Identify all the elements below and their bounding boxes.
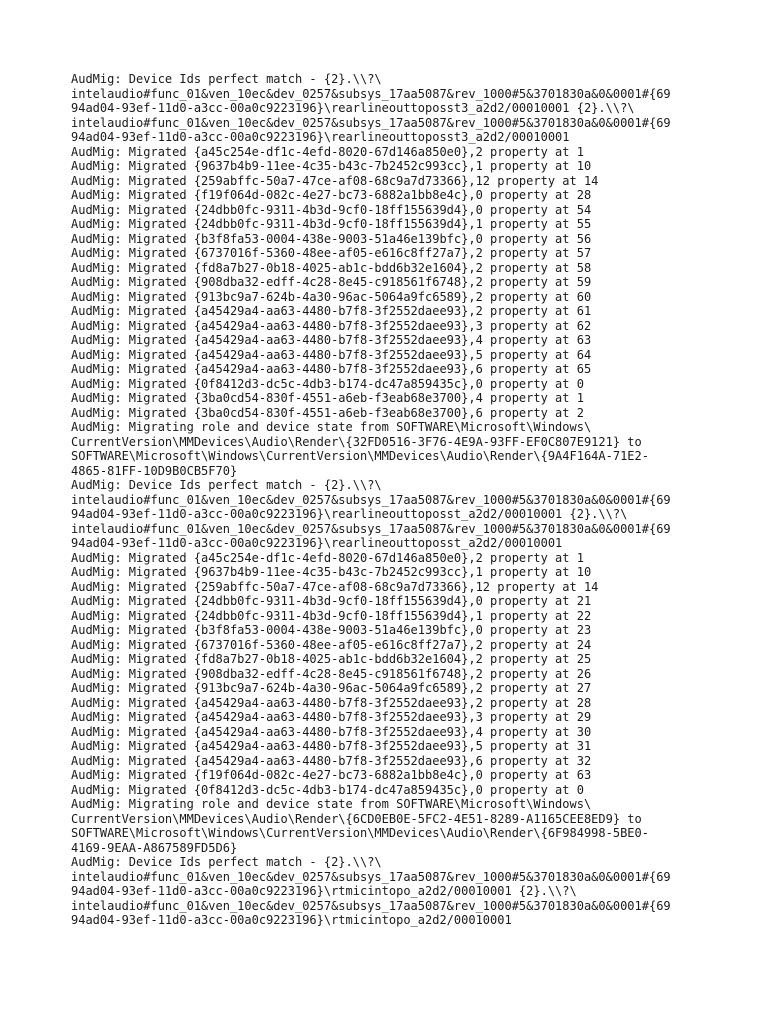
log-line: AudMig: Migrated {fd8a7b27-0b18-4025-ab1c-bdd6b32e1604},2 property at 58 [71,260,592,275]
log-line: 94ad04-93ef-11d0-a3cc-00a0c9223196}\rearlineouttoposst_a2d2/00010001 {2}.\\?\ [71,507,628,521]
log-line: CurrentVersion\MMDevices\Audio\Render\{6CD0EB0E-5FC2-4E51-8289-A1165CEE8ED9} to [71,811,642,826]
log-line: intelaudio#func_01&ven_10ec&dev_0257&subsys_17aa5087&rev_1000#5&3701830a&0&0001#{69 [71,115,671,130]
log-line: AudMig: Migrating role and device state from SOFTWARE\Microsoft\Windows\ [71,797,592,811]
log-line: intelaudio#func_01&ven_10ec&dev_0257&subsys_17aa5087&rev_1000#5&3701830a&0&0001#{69 [71,492,671,507]
log-line: AudMig: Migrated {9637b4b9-11ee-4c35-b43c-7b2452c993cc},1 property at 10 [71,565,592,579]
log-line: AudMig: Device Ids perfect match - {2}.\\?\ [71,72,382,86]
log-line: AudMig: Migrated {913bc9a7-624b-4a30-96ac-5064a9fc6589},2 property at 27 [71,681,592,695]
log-line: 4169-9EAA-A867589FD5D6} [71,840,238,855]
log-line: 94ad04-93ef-11d0-a3cc-00a0c9223196}\rtmicintopo_a2d2/00010001 [71,913,512,927]
log-line: AudMig: Migrated {a45c254e-df1c-4efd-8020-67d146a850e0},2 property at 1 [71,550,584,565]
log-line: intelaudio#func_01&ven_10ec&dev_0257&subsys_17aa5087&rev_1000#5&3701830a&0&0001#{69 [71,86,671,101]
log-line: AudMig: Migrated {259abffc-50a7-47ce-af08-68c9a7d73366},12 property at 14 [71,579,599,594]
log-text-block [71,72,711,928]
log-line: AudMig: Migrated {a45c254e-df1c-4efd-8020-67d146a850e0},2 property at 1 [71,144,584,159]
log-line: intelaudio#func_01&ven_10ec&dev_0257&subsys_17aa5087&rev_1000#5&3701830a&0&0001#{69 [71,898,671,913]
log-line: AudMig: Migrated {24dbb0fc-9311-4b3d-9cf0-18ff155639d4},0 property at 54 [71,202,592,217]
log-line: AudMig: Migrated {a45429a4-aa63-4480-b7f8-3f2552daee93},6 property at 65 [71,362,592,376]
log-line: AudMig: Migrated {3ba0cd54-830f-4551-a6eb-f3eab68e3700},6 property at 2 [71,405,584,420]
log-line: AudMig: Migrated {0f8412d3-dc5c-4db3-b174-dc47a859435c},0 property at 0 [71,782,584,797]
log-line: SOFTWARE\Microsoft\Windows\CurrentVersion\MMDevices\Audio\Render\{9A4F164A-71E2- [71,449,649,463]
log-line: AudMig: Migrated {908dba32-edff-4c28-8e45-c918561f6748},2 property at 59 [71,275,592,289]
log-line: AudMig: Migrated {f19f064d-082c-4e27-bc73-6882a1bb8e4c},0 property at 63 [71,768,592,782]
log-line: AudMig: Device Ids perfect match - {2}.\\?\ [71,855,382,869]
log-line: AudMig: Device Ids perfect match - {2}.\\?\ [71,478,382,492]
log-line: AudMig: Migrated {3ba0cd54-830f-4551-a6eb-f3eab68e3700},4 property at 1 [71,391,584,405]
log-line: 94ad04-93ef-11d0-a3cc-00a0c9223196}\rearlineouttoposst3_a2d2/00010001 {2}.\\?\ [71,101,635,115]
log-line: AudMig: Migrated {9637b4b9-11ee-4c35-b43c-7b2452c993cc},1 property at 10 [71,159,592,173]
log-line: AudMig: Migrated {a45429a4-aa63-4480-b7f8-3f2552daee93},3 property at 29 [71,710,592,724]
log-line: 94ad04-93ef-11d0-a3cc-00a0c9223196}\rtmicintopo_a2d2/00010001 {2}.\\?\ [71,884,577,898]
log-line: AudMig: Migrated {259abffc-50a7-47ce-af08-68c9a7d73366},12 property at 14 [71,173,599,188]
log-line: AudMig: Migrated {b3f8fa53-0004-438e-9003-51a46e139bfc},0 property at 23 [71,623,592,637]
log-line: 94ad04-93ef-11d0-a3cc-00a0c9223196}\rearlineouttoposst3_a2d2/00010001 [71,130,570,144]
log-line: AudMig: Migrated {a45429a4-aa63-4480-b7f8-3f2552daee93},3 property at 62 [71,318,592,333]
log-line: CurrentVersion\MMDevices\Audio\Render\{32FD0516-3F76-4E9A-93FF-EF0C807E9121} to [71,434,642,449]
log-line: AudMig: Migrated {b3f8fa53-0004-438e-9003-51a46e139bfc},0 property at 56 [71,231,592,246]
log-line: AudMig: Migrated {a45429a4-aa63-4480-b7f8-3f2552daee93},5 property at 31 [71,739,592,753]
log-line: AudMig: Migrated {913bc9a7-624b-4a30-96ac-5064a9fc6589},2 property at 60 [71,289,592,304]
log-line: AudMig: Migrated {908dba32-edff-4c28-8e45-c918561f6748},2 property at 26 [71,666,592,681]
log-line: AudMig: Migrated {6737016f-5360-48ee-af05-e616c8ff27a7},2 property at 24 [71,637,592,652]
log-line: 94ad04-93ef-11d0-a3cc-00a0c9223196}\rearlineouttoposst_a2d2/00010001 [71,536,563,550]
log-line: AudMig: Migrated {0f8412d3-dc5c-4db3-b174-dc47a859435c},0 property at 0 [71,376,584,391]
log-line: SOFTWARE\Microsoft\Windows\CurrentVersion\MMDevices\Audio\Render\{6F984998-5BE0- [71,826,649,840]
document-page [71,72,711,928]
log-line: AudMig: Migrated {24dbb0fc-9311-4b3d-9cf0-18ff155639d4},0 property at 21 [71,594,592,608]
log-line: AudMig: Migrating role and device state from SOFTWARE\Microsoft\Windows\ [71,420,592,434]
log-line: intelaudio#func_01&ven_10ec&dev_0257&subsys_17aa5087&rev_1000#5&3701830a&0&0001#{69 [71,521,671,536]
log-line: AudMig: Migrated {a45429a4-aa63-4480-b7f8-3f2552daee93},2 property at 28 [71,695,592,710]
log-line: AudMig: Migrated {f19f064d-082c-4e27-bc73-6882a1bb8e4c},0 property at 28 [71,188,592,202]
log-line: AudMig: Migrated {a45429a4-aa63-4480-b7f8-3f2552daee93},2 property at 61 [71,304,592,318]
log-line: AudMig: Migrated {a45429a4-aa63-4480-b7f8-3f2552daee93},4 property at 30 [71,724,592,739]
log-line: intelaudio#func_01&ven_10ec&dev_0257&subsys_17aa5087&rev_1000#5&3701830a&0&0001#{69 [71,869,671,884]
log-line: AudMig: Migrated {6737016f-5360-48ee-af05-e616c8ff27a7},2 property at 57 [71,246,592,260]
log-line: 4865-81FF-10D9B0CB5F70} [71,463,238,478]
log-line: AudMig: Migrated {a45429a4-aa63-4480-b7f8-3f2552daee93},6 property at 32 [71,753,592,768]
log-line: AudMig: Migrated {a45429a4-aa63-4480-b7f8-3f2552daee93},4 property at 63 [71,333,592,347]
log-line: AudMig: Migrated {24dbb0fc-9311-4b3d-9cf0-18ff155639d4},1 property at 22 [71,608,592,623]
log-line: AudMig: Migrated {a45429a4-aa63-4480-b7f8-3f2552daee93},5 property at 64 [71,347,592,362]
log-line: AudMig: Migrated {24dbb0fc-9311-4b3d-9cf0-18ff155639d4},1 property at 55 [71,217,592,231]
log-line: AudMig: Migrated {fd8a7b27-0b18-4025-ab1c-bdd6b32e1604},2 property at 25 [71,652,592,666]
